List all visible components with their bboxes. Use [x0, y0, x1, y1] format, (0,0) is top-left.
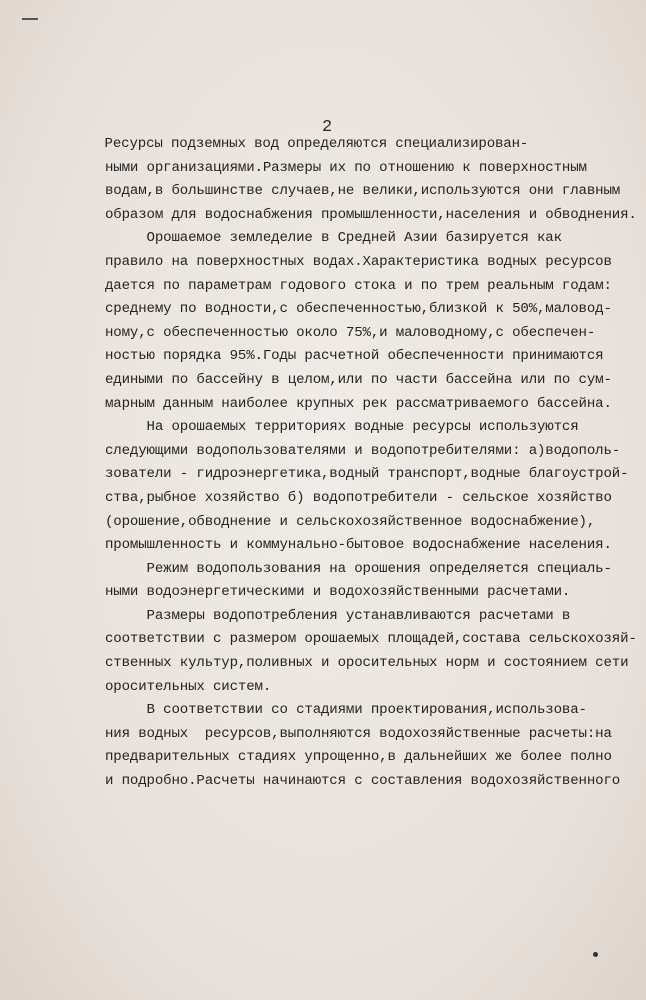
text-line: зователи - гидроэнергетика,водный транспорт,водные благоустрой-: [105, 466, 629, 483]
text-line: промышленность и коммунально-бытовое водоснабжение населения.: [105, 537, 612, 554]
text-line: водам,в большинстве случаев,не велики,используются они главным: [105, 183, 621, 200]
text-line: соответствии с размером орошаемых площадей,состава сельскохозяй-: [105, 631, 637, 648]
text-line: дается по параметрам годового стока и по трем реальным годам:: [105, 277, 612, 294]
text-line: Режим водопользования на орошения определяется специаль-: [105, 560, 612, 577]
text-line: (орошение,обводнение и сельскохозяйственное водоснабжение),: [105, 513, 596, 530]
text-line: марным данным наиболее крупных рек рассматриваемого бассейна.: [105, 395, 612, 412]
text-line: следующими водопользователями и водопотребителями: а)водополь-: [105, 442, 621, 459]
text-line: Размеры водопотребления устанавливаются расчетами в: [105, 607, 571, 624]
text-line: ния водных ресурсов,выполняются водохозяйственные расчеты:на: [105, 725, 612, 742]
text-line: и подробно.Расчеты начинаются с составления водохозяйственного: [105, 773, 621, 790]
text-line: среднему по водности,с обеспеченностью,близкой к 50%,маловод-: [105, 301, 612, 318]
body-text: [63, 133, 642, 794]
text-line: Ресурсы подземных вод определяются специализирован-: [63, 136, 529, 152]
text-line: ными организациями.Размеры их по отношению к поверхностным: [105, 159, 587, 176]
text-line: Орошаемое земледелие в Средней Азии базируется как: [105, 230, 562, 247]
page-number: 2: [322, 118, 333, 137]
text-line: оросительных систем.: [105, 678, 272, 695]
text-line: На орошаемых территориях водные ресурсы используются: [105, 419, 579, 436]
text-line: образом для водоснабжения промышленности,населения и обводнения.: [105, 206, 637, 223]
text-line: едиными по бассейну в целом,или по части бассейна или по сум-: [105, 371, 612, 388]
text-line: ственных культур,поливных и оросительных норм и состоянием сети: [105, 655, 629, 672]
text-line: предварительных стадиях упрощенно,в дальнейших же более полно: [105, 749, 612, 766]
corner-mark: [22, 18, 38, 20]
ink-dot: [593, 952, 598, 957]
text-line: ностью порядка 95%.Годы расчетной обеспеченности принимаются: [105, 348, 604, 365]
text-line: ными водоэнергетическими и водохозяйственными расчетами.: [105, 584, 571, 601]
text-line: правило на поверхностных водах.Характеристика водных ресурсов: [105, 253, 612, 270]
text-line: ства,рыбное хозяйство б) водопотребители - сельское хозяйство: [105, 489, 612, 506]
text-line: ному,с обеспеченностью около 75%,и маловодному,с обеспечен-: [105, 324, 596, 341]
text-line: В соответствии со стадиями проектирования,использова-: [105, 702, 587, 719]
